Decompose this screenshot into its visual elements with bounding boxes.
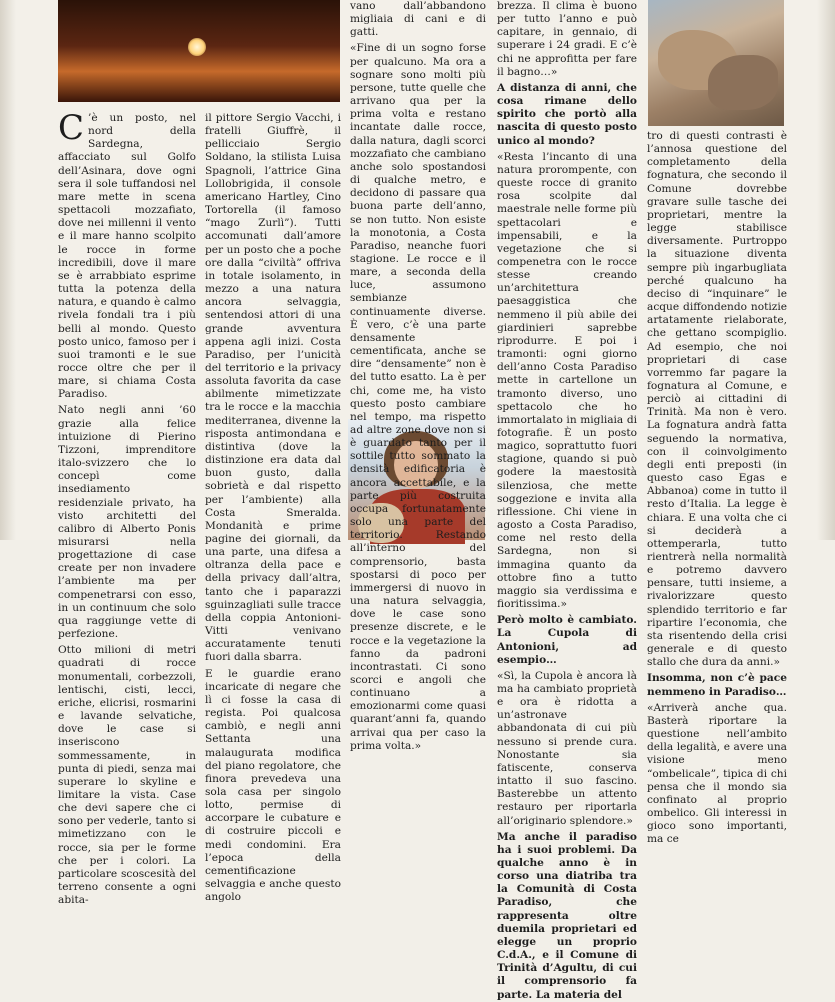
paragraph: «Sì, la Cupola è ancora là ma ha cambiato proprietà e ora è ridotta a un’astronave abbandonata di cui più nessuno si prende cura. Nonostante sia fatiscente, conserva intatto il suo fascino. Basterebbe un attento restauro per riportarla all’originario splendore.»: [497, 669, 637, 827]
interview-question: A distanza di anni, che cosa rimane dello spirito che portò alla nascita di questo posto unico al mondo?: [497, 81, 637, 147]
article-column-1: [58, 108, 196, 907]
interview-question: Insomma, non c’è pace nemmeno in Paradiso…: [647, 672, 787, 698]
rocks-photo: [648, 0, 784, 126]
paragraph: Otto milioni di metri quadrati di rocce monumentali, corbezzoli, lentischi, cisti, lecci, eriche, elicrisi, rosmarini e lavande selvatiche, dove le case si inseriscono sommessamente, in punta di piedi, senza mai superare lo skyline e limitare la vista. Case che devi sapere che ci sono per vederle, tanto si mimetizzano con le rocce, sia per le forme che per i colori. La particolare scoscesità del terreno consente a ogni abita-: [58, 644, 196, 907]
paragraph: «Fine di un sogno forse per qualcuno. Ma ora a sognare sono molti più persone, tutte quelle che arrivano qua per la prima volta e restano incantate dalle rocce, dalla natura, dagli scorci mozzafiato che cambiano anche solo spostandosi di qualche metro, e decidono di passare qua buona parte dell’anno, se non tutto. Non esiste la monotonia, a Costa Paradiso, neanche fuori stagione. Le rocce e il mare, a seconda della luce, assumono sembianze continuamente diverse. È vero, c’è una parte densamente cementificata, anche se dire “densamente” non è del tutto esatto. La è per chi, come me, ha visto questo posto cambiare nel tempo, ma rispetto ad altre zone dove non si è guardato tanto per il sottile tutto sommato la densità edificatoria è ancora accettabile, e la parte più costruita occupa fortunatamente solo una parte del territorio. Restando all’interno del comprensorio, basta spostarsi di poco per immergersi di nuovo in una natura selvaggia, dove le case sono presenze discrete, e le rocce e la vegetazione la fanno da padroni incontrastati. Ci sono scorci e angoli che continuano a emozionarmi come quasi quarant’anni fa, quando arrivai qua per caso la prima volta.»: [350, 42, 486, 752]
article-column-5: [647, 130, 787, 846]
interview-question: Però molto è cambiato. La Cupola di Antonioni, ad esempio…: [497, 614, 637, 666]
paragraph: C ’è un posto, nel nord della Sardegna, affacciato sul Golfo dell’Asinara, dove ogni sera il sole tuffandosi nel mare mette in scena spettacoli mozzafiato, dove nei millenni il vento e il mare hanno scolpito le rocce in forme incredibili, dove il mare se è arrabbiato esprime tutta la potenza della natura, e quando è calmo rivela fondali tra i più belli al mondo. Questo posto unico, famoso per i suoi tramonti e le sue rocce oltre che per il mare, si chiama Costa Paradiso.: [58, 108, 196, 401]
paragraph: il pittore Sergio Vacchi, i fratelli Giuffrè, il pellicciaio Sergio Soldano, la stilista Luisa Spagnoli, l’attrice Gina Lollobrigida, il console americano Hartley, Cino Tortorella (il famoso “mago Zurlì”). Tutti accomunati dall’amore per un posto che a poche ore dalla “civiltà” offriva in totale isolamento, in mezzo a una natura ancora selvaggia, sentendosi attori di una grande avventura appena agli inizi. Costa Paradiso, per l’unicità del territorio e la privacy assoluta favorita da case abilmente mimetizzate tra le rocce e la macchia mediterranea, divenne la risposta antimondana e distintiva (dove la distinzione era data dal buon gusto, dalla sobrietà e dal rispetto per l’ambiente) alla Costa Smeralda. Mondanità e prime pagine dei giornali, da una parte, una difesa a oltranza della pace e della privacy dall’altra, tanto che i paparazzi sguinzagliati sulle tracce della coppia Antonioni-Vitti venivano accuratamente tenuti fuori dalla sbarra.: [205, 112, 341, 664]
article-column-3: [350, 0, 486, 752]
paragraph: «Arriverà anche qua. Basterà riportare la questione nell’ambito della legalità, e avere una visione meno “ombelicale”, tipica di chi pensa che il mondo sia confinato al proprio ombelico. Gli interessi in gioco sono importanti, ma ce: [647, 701, 787, 846]
paragraph: «Resta l’incanto di una natura prorompente, con queste rocce di granito rosa scolpite dal maestrale nelle forme più spettacolari e impensabili, e la vegetazione che si compenetra con le rocce stesse creando un’architettura paesaggistica che nemmeno il più abile dei giardinieri saprebbe riprodurre. E poi i tramonti: ogni giorno dell’anno Costa Paradiso mette in cartellone un tramonto diverso, uno spettacolo che ho immortalato in migliaia di fotografie. È un posto magico, soprattutto fuori stagione, quando si può godere la maestosità silenziosa, che mette soggezione e invita alla riflessione. Chi viene in agosto a Costa Paradiso, come nel resto della Sardegna, non si immagina quanto da ottobre fino a tutto maggio sia verdissima e fioritissima.»: [497, 150, 637, 611]
paragraph: brezza. Il clima è buono per tutto l’anno e può capitare, in gennaio, di superare i 24 gradi. E c’è chi ne approfitta per fare il bagno…»: [497, 0, 637, 78]
page-edge-right: [817, 0, 835, 540]
rock-shape: [708, 55, 778, 110]
sun-graphic: [188, 38, 206, 56]
paragraph: tro di questi contrasti è l’annosa questione del completamento della fognatura, che secondo il Comune dovrebbe gravare sulle tasche dei proprietari, mentre la legge stabilisce diversamente. Purtroppo la situazione diventa sempre più ingarbugliata perché qualcuno ha deciso di “inquinare” le acque diffondendo notizie artatamente rielaborate, che gettano scompiglio. Ad esempio, che noi proprietari di case vorremmo far pagare la fognatura al Comune, e perciò ai cittadini di Trinità. Ma non è vero. La fognatura andrà fatta seguendo la normativa, con il coinvolgimento degli enti preposti (in questo caso Egas e Abbanoa) come in tutto il resto d’Italia. La legge è chiara. E una volta che ci si deciderà a ottemperarla, tutto rientrerà nella normalità e potremo davvero pensare, tutti insieme, a rivalorizzare questo splendido territorio e far ripartire l’economia, che sta risentendo della crisi generale e di questo stallo che dura da anni.»: [647, 130, 787, 669]
paragraph: E le guardie erano incaricate di negare che lì ci fosse la casa di regista. Poi qualcosa cambiò, e negli anni Settanta una malaugurata modifica del piano regolatore, che finora prevedeva una sola casa per singolo lotto, permise di accorpare le cubature e di costruire piccoli e medi condomini. Era l’epoca della cementificazione selvaggia e anche questo angolo: [205, 667, 341, 904]
article-column-2: [205, 112, 341, 904]
article-column-4: [497, 0, 637, 1001]
interview-question: Ma anche il paradiso ha i suoi problemi. Da qualche anno è in corso una diatriba tra la Comunità di Costa Paradiso, che rappresenta oltre duemila proprietari ed elegge un proprio C.d.A., e il Comune di Trinità d’Agultu, di cui il comprensorio fa parte. La materia del: [497, 830, 637, 1001]
paragraph: vano dall’abbandono migliaia di cani e di gatti.: [350, 0, 486, 39]
page-edge-left: [0, 0, 16, 540]
sunset-photo: [58, 0, 340, 102]
drop-cap: C: [58, 108, 85, 148]
paragraph: Nato negli anni ’60 grazie alla felice intuizione di Pierino Tizzoni, imprenditore italo-svizzero che lo concepì come insediamento residenziale privato, ha visto architetti del calibro di Alberto Ponis misurarsi nella progettazione di case create per non invadere l’ambiente ma per compenetrarsi con esso, in un continuum che solo qua raggiunge vette di perfezione.: [58, 404, 196, 641]
